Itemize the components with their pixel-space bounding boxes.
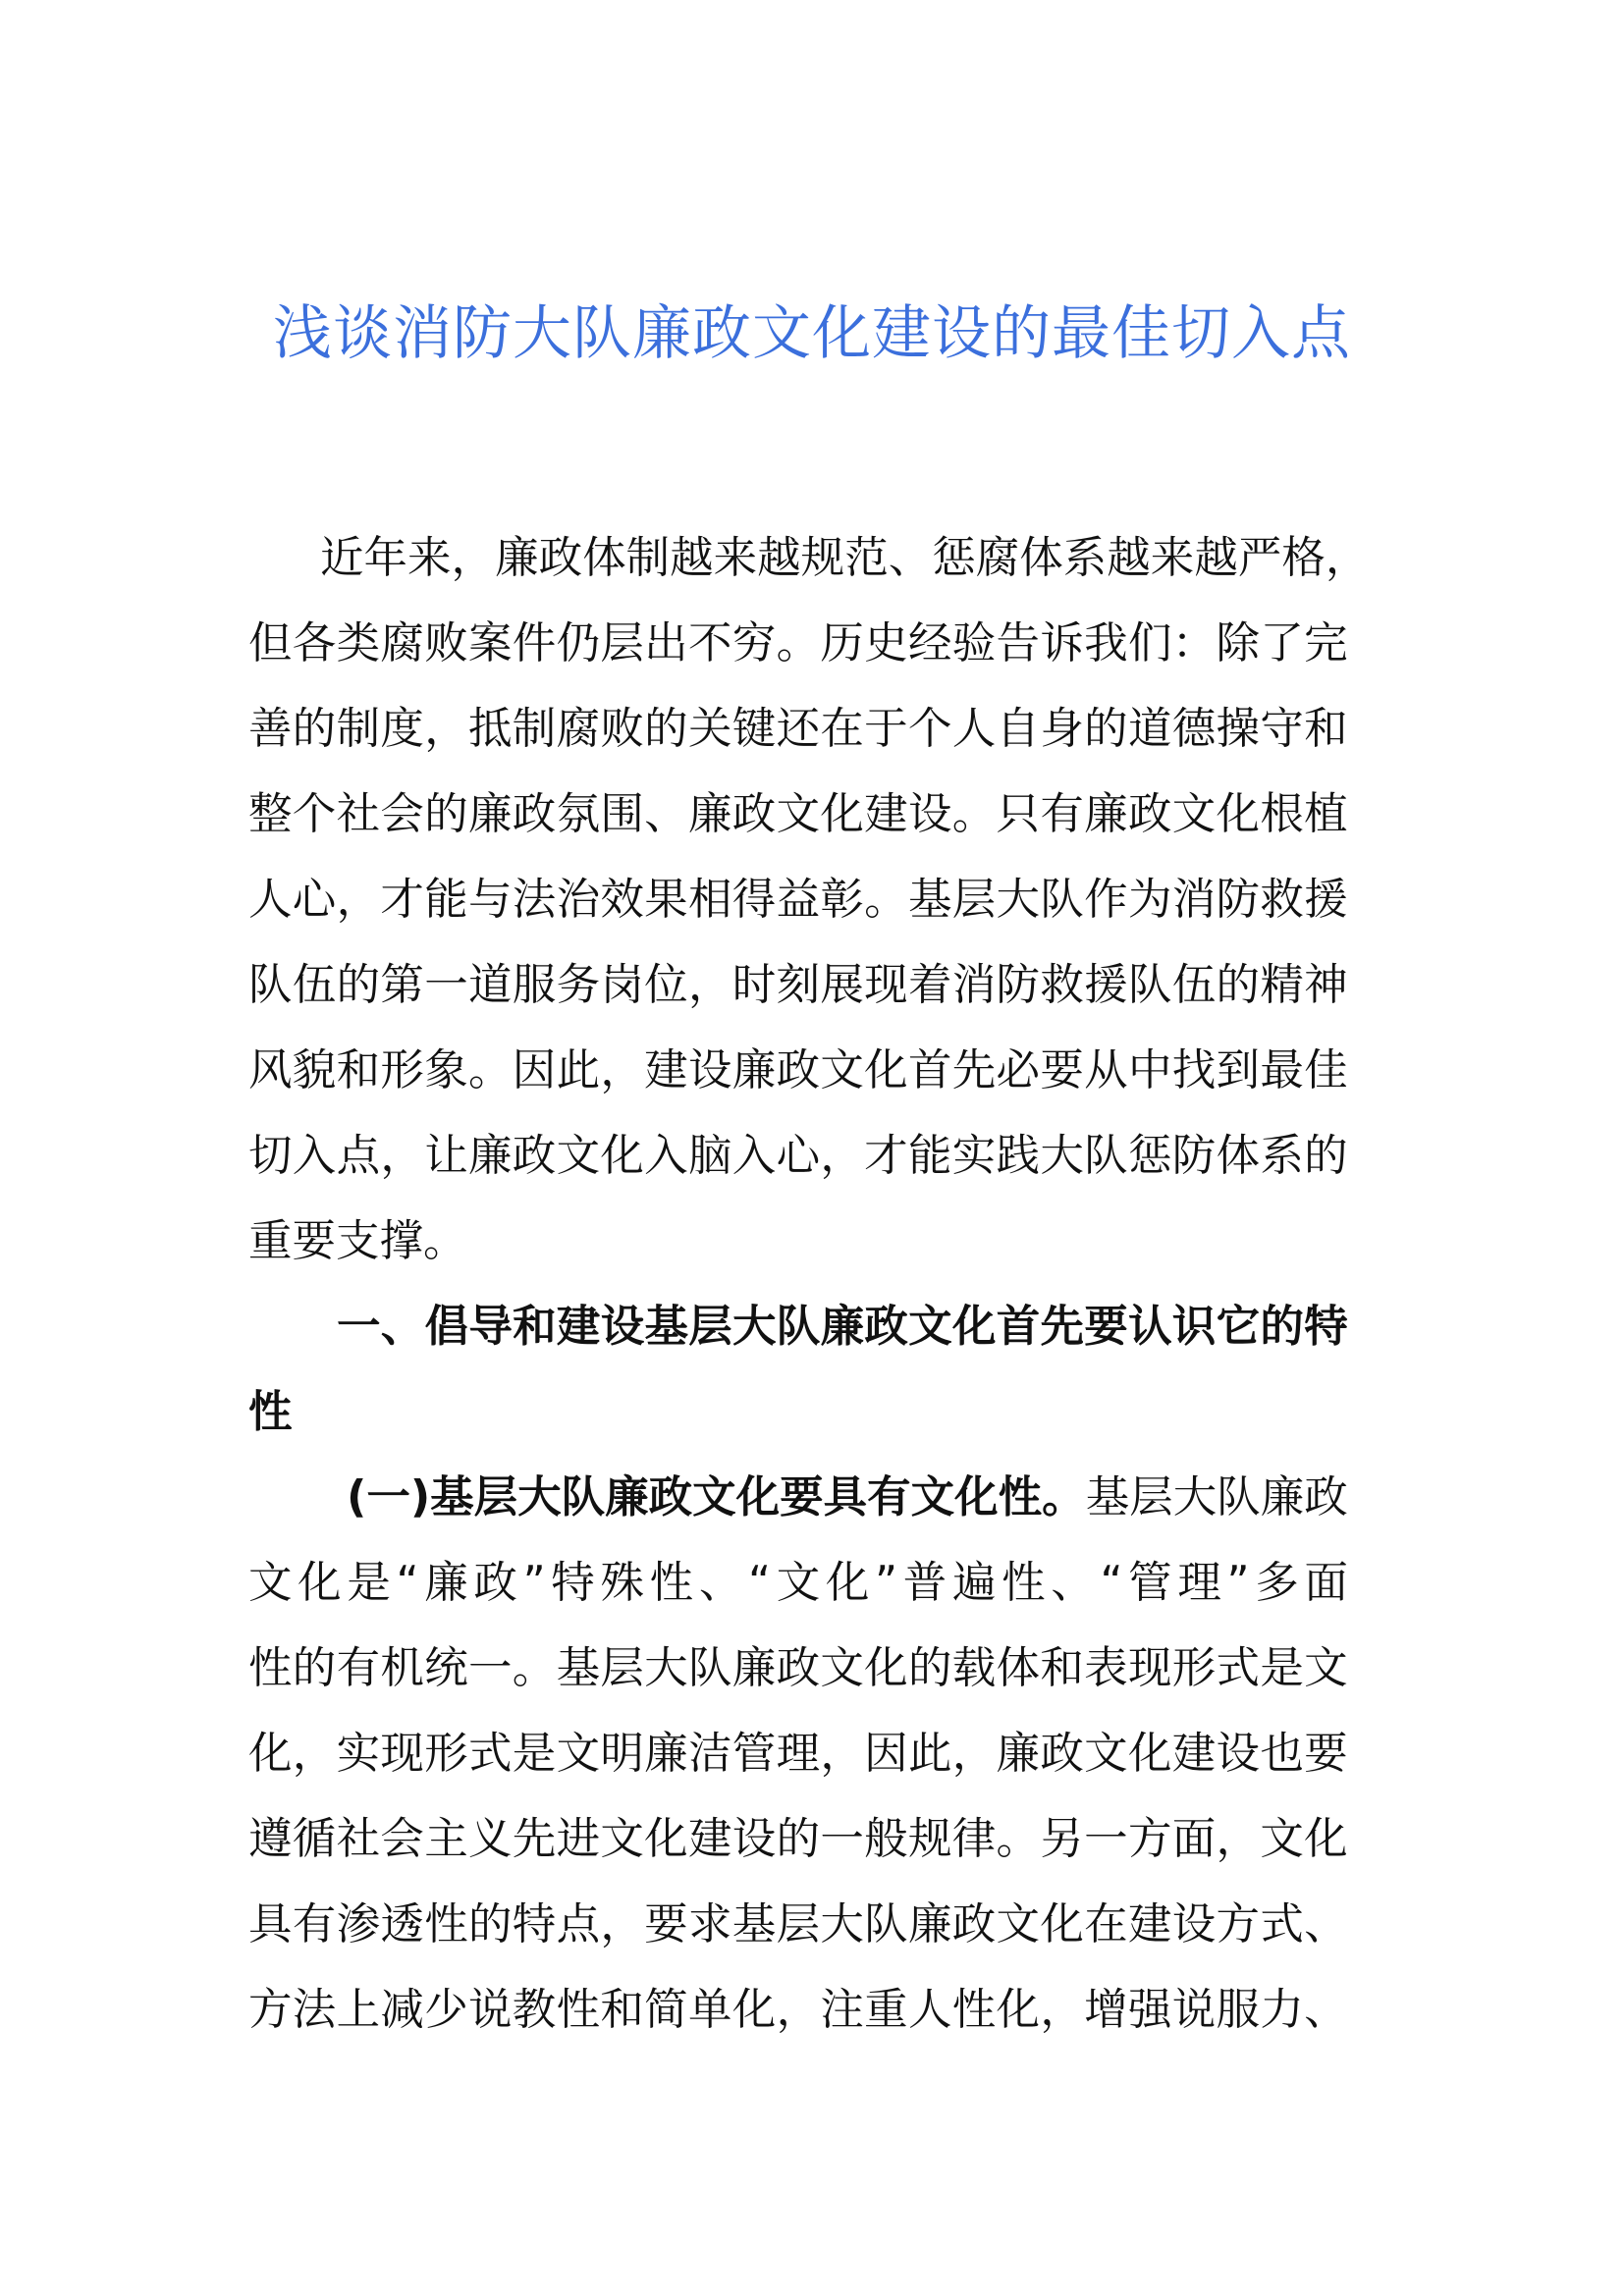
paragraph-line: 人 心 ， 才 能 与 法 治 效 果 相 得 益 彰 。 基 层 大 队 作 为 消 防 救 援	[248, 875, 1348, 925]
paragraph-line: 近 年 来 ， 廉 政 体 制 越 来 越 规 范 、 惩 腐 体 系 越 来 越 严 格 ，	[320, 533, 1370, 583]
subheading-text: 基层大队廉政	[1085, 1472, 1348, 1522]
paragraph-line: 善 的 制 度 ， 抵 制 腐 败 的 关 键 还 在 于 个 人 自 身 的 道 德 操 守 和	[248, 704, 1348, 754]
section-heading-line: 性	[248, 1387, 293, 1437]
paragraph-line: 切 入 点 ， 让 廉 政 文 化 入 脑 入 心 ， 才 能 实 践 大 队 惩 防 体 系 的	[248, 1131, 1348, 1181]
subheading-line	[248, 1455, 1348, 1540]
paragraph-line: 性 的 有 机 统 一 。 基 层 大 队 廉 政 文 化 的 载 体 和 表 现 形 式 是 文	[248, 1643, 1348, 1693]
section-heading-line: 一 、 倡 导 和 建 设 基 层 大 队 廉 政 文 化 首 先 要 认 识 它 的 特	[337, 1302, 1348, 1352]
paragraph-line: 方 法 上 减 少 说 教 性 和 简 单 化 ， 注 重 人 性 化 ， 增 强 说 服 力 、	[248, 1985, 1348, 2035]
paragraph-line: 整 个 社 会 的 廉 政 氛 围 、 廉 政 文 化 建 设 。 只 有 廉 政 文 化 根 植	[248, 789, 1348, 839]
paragraph-line: 化 ， 实 现 形 式 是 文 明 廉 洁 管 理 ， 因 此 ， 廉 政 文 化 建 设 也 要	[248, 1729, 1348, 1779]
paragraph-line: 但 各 类 腐 败 案 件 仍 层 出 不 穷 。 历 史 经 验 告 诉 我 们 ： 除 了 完	[248, 618, 1348, 668]
subheading-bold: (一)基层大队廉政文化要具有文化性。	[347, 1472, 1086, 1522]
document-title: 浅谈消防大队廉政文化建设的最佳切入点	[273, 299, 1351, 368]
document-body	[248, 515, 1370, 2053]
paragraph-line: 文 化 是 “ 廉 政 ” 特 殊 性 、 “ 文 化 ” 普 遍 性 、 “ 管 理 ” 多 面	[248, 1558, 1348, 1608]
paragraph-line: 遵 循 社 会 主 义 先 进 文 化 建 设 的 一 般 规 律 。 另 一 方 面 ， 文 化	[248, 1814, 1348, 1864]
paragraph-line: 具 有 渗 透 性 的 特 点 ， 要 求 基 层 大 队 廉 政 文 化 在 建 设 方 式 、	[248, 1899, 1348, 1949]
paragraph-line: 风 貌 和 形 象 。 因 此 ， 建 设 廉 政 文 化 首 先 必 要 从 中 找 到 最 佳	[248, 1045, 1348, 1095]
paragraph-line: 重要支撑。	[248, 1216, 467, 1266]
paragraph-line: 队 伍 的 第 一 道 服 务 岗 位 ， 时 刻 展 现 着 消 防 救 援 队 伍 的 精 神	[248, 960, 1348, 1010]
